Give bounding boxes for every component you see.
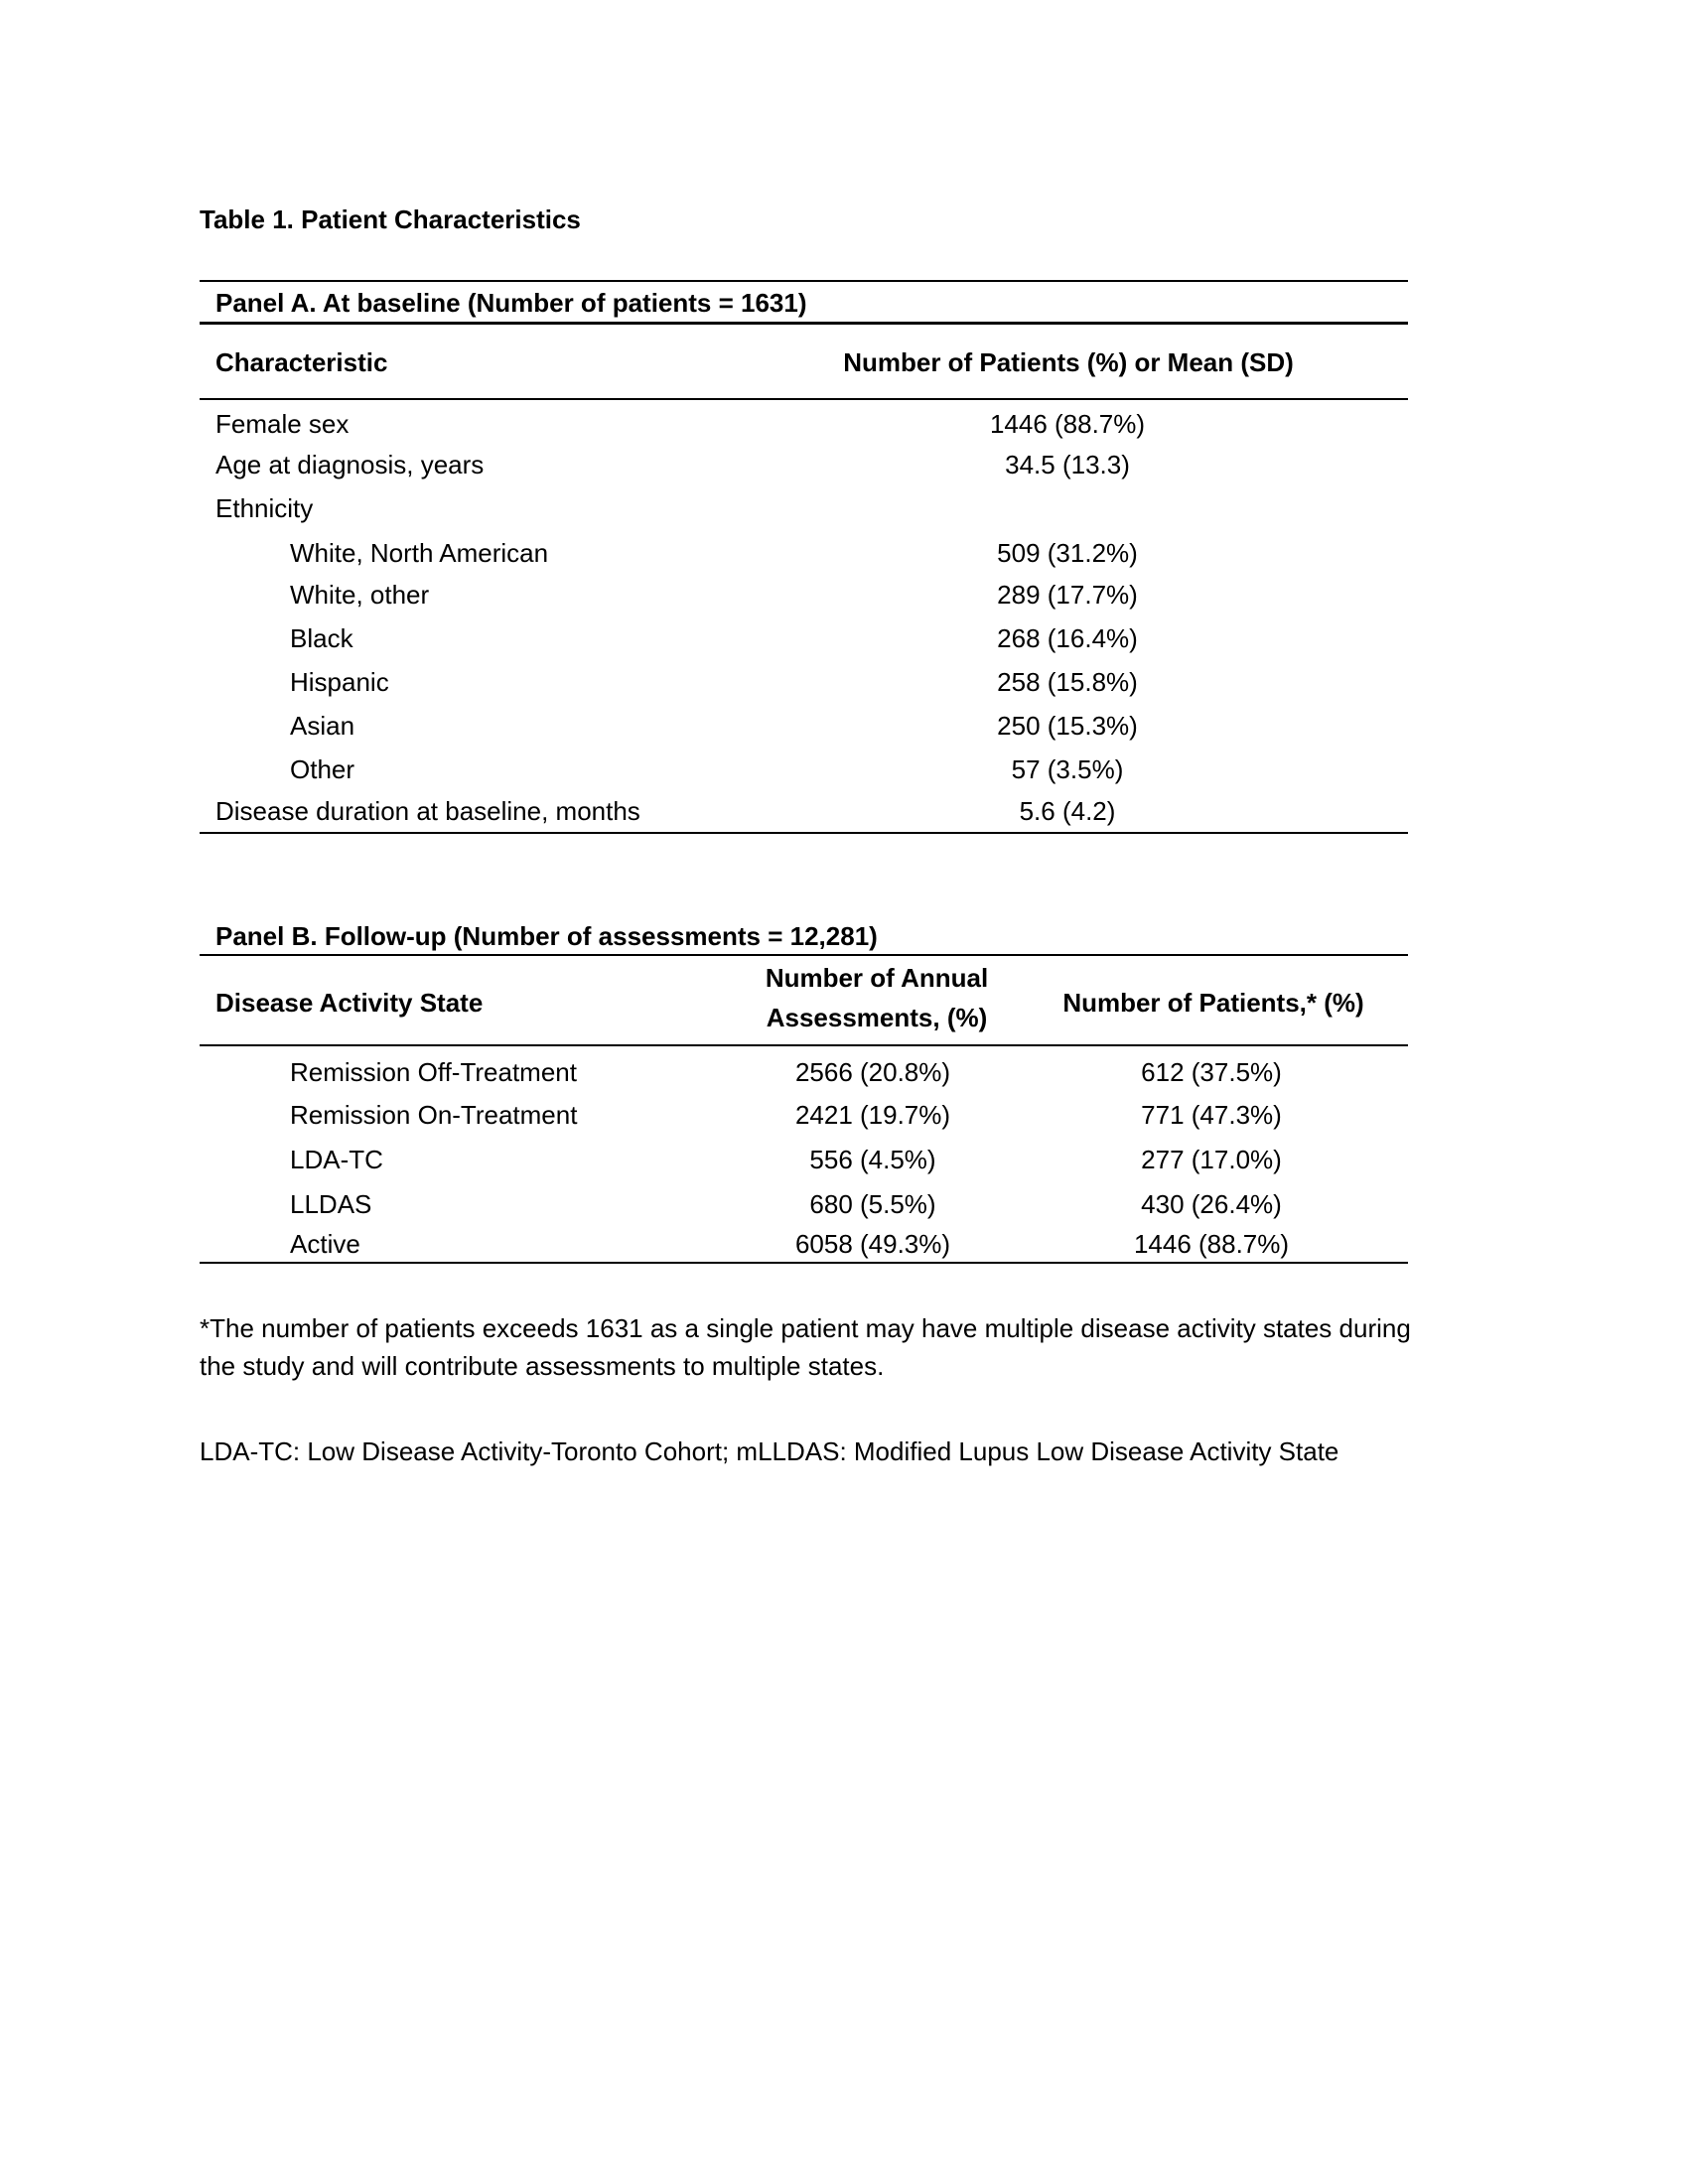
column-header-value: Number of Patients (%) or Mean (SD) xyxy=(843,347,1294,377)
panel-b-bottom-rule xyxy=(200,1262,1408,1264)
panel-a-heading: Panel A. At baseline (Number of patients = 1631) xyxy=(215,288,807,318)
row-patients: 612 (37.5%) xyxy=(1141,1057,1282,1087)
row-assessments: 2566 (20.8%) xyxy=(794,1057,951,1087)
row-label: Female sex xyxy=(215,409,350,439)
row-label: Disease duration at baseline, months xyxy=(215,796,640,826)
column-header-state: Disease Activity State xyxy=(215,988,484,1018)
row-patients: 1446 (88.7%) xyxy=(1133,1229,1290,1259)
row-value: 1446 (88.7%) xyxy=(989,409,1146,439)
row-label: White, other xyxy=(290,580,430,610)
column-header-assessments-line2: Assessments, (%) xyxy=(766,1003,988,1032)
row-label: Hispanic xyxy=(290,667,389,697)
row-state: Remission Off-Treatment xyxy=(290,1057,577,1087)
row-value: 258 (15.8%) xyxy=(997,667,1138,697)
row-value: 268 (16.4%) xyxy=(997,623,1138,653)
panel-b-header-rule xyxy=(200,1044,1408,1046)
row-label: Age at diagnosis, years xyxy=(215,450,485,479)
row-value: 509 (31.2%) xyxy=(997,538,1138,568)
row-label: Other xyxy=(290,754,355,784)
row-state: LLDAS xyxy=(290,1189,372,1219)
panel-b-heading-rule xyxy=(200,954,1408,956)
row-state: Remission On-Treatment xyxy=(290,1100,578,1130)
panel-a-top-rule xyxy=(200,280,1408,282)
panel-a-heading-rule xyxy=(200,322,1408,325)
row-patients: 277 (17.0%) xyxy=(1141,1145,1282,1174)
row-assessments: 2421 (19.7%) xyxy=(794,1100,951,1130)
panel-a-bottom-rule xyxy=(200,832,1408,834)
row-assessments: 6058 (49.3%) xyxy=(794,1229,951,1259)
row-value: 57 (3.5%) xyxy=(1011,754,1124,784)
row-label: Black xyxy=(290,623,353,653)
row-patients: 430 (26.4%) xyxy=(1141,1189,1282,1219)
footnote-asterisk: *The number of patients exceeds 1631 as a single patient may have multiple disease activity states during the study and will contribute assessments to multiple states. xyxy=(200,1313,1411,1381)
row-value: 289 (17.7%) xyxy=(997,580,1138,610)
row-patients: 771 (47.3%) xyxy=(1141,1100,1282,1130)
row-value: 250 (15.3%) xyxy=(997,711,1138,741)
row-assessments: 680 (5.5%) xyxy=(809,1189,936,1219)
panel-a-header-rule xyxy=(200,398,1408,400)
row-state: LDA-TC xyxy=(290,1145,383,1174)
row-value: 34.5 (13.3) xyxy=(1005,450,1130,479)
footnote-abbreviations: LDA-TC: Low Disease Activity-Toronto Cohort; mLLDAS: Modified Lupus Low Disease Activity State xyxy=(200,1436,1339,1466)
row-state: Active xyxy=(290,1229,360,1259)
column-header-patients: Number of Patients,* (%) xyxy=(1062,988,1364,1018)
row-label: Asian xyxy=(290,711,355,741)
row-label: Ethnicity xyxy=(215,493,314,523)
table-title: Table 1. Patient Characteristics xyxy=(200,205,581,234)
row-assessments: 556 (4.5%) xyxy=(809,1145,936,1174)
row-label: White, North American xyxy=(290,538,549,568)
column-header-characteristic: Characteristic xyxy=(215,347,388,377)
panel-b-heading: Panel B. Follow-up (Number of assessments = 12,281) xyxy=(215,921,878,951)
column-header-assessments-line1: Number of Annual xyxy=(765,963,989,993)
row-value: 5.6 (4.2) xyxy=(1019,796,1116,826)
